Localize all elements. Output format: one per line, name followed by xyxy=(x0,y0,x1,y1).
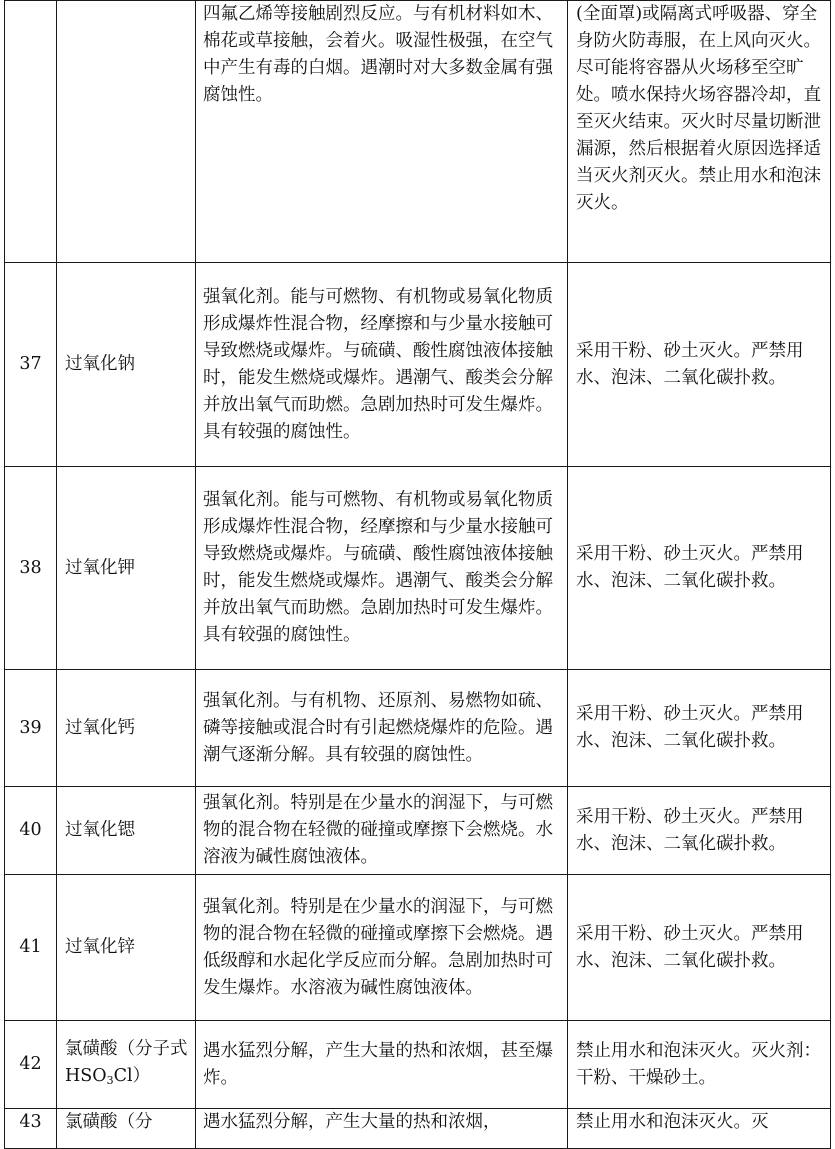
row-number xyxy=(5,1,57,263)
hazard-description: 遇水猛烈分解，产生大量的热和浓烟，甚至爆炸。 xyxy=(196,1021,568,1109)
extinguish-method: 采用干粉、砂土灭火。严禁用水、泡沫、二氧化碳扑救。 xyxy=(568,875,831,1021)
hazard-description: 强氧化剂。与有机物、还原剂、易燃物如硫、磷等接触或混合时有引起燃烧爆炸的危险。遇潮气逐渐分解。具有较强的腐蚀性。 xyxy=(196,670,568,787)
table-row xyxy=(5,875,831,1021)
chemical-formula: $HSO_3Cl$） xyxy=(65,1065,151,1087)
hazard-description: 四氟乙烯等接触剧烈反应。与有机材料如木、棉花或草接触，会着火。吸湿性极强，在空气中产生有毒的白烟。遇潮时对大多数金属有强腐蚀性。 xyxy=(196,1,568,263)
hazard-description: 强氧化剂。特别是在少量水的润湿下，与可燃物的混合物在轻微的碰撞或摩擦下会燃烧。遇低级醇和水起化学反应而分解。急剧加热时可发生爆炸。水溶液为碱性腐蚀液体。 xyxy=(196,875,568,1021)
table-row xyxy=(5,263,831,467)
row-number: 38 xyxy=(5,467,57,670)
chemical-name-text: 氯磺酸（分子式 xyxy=(65,1038,188,1059)
extinguish-method: (全面罩)或隔离式呼吸器、穿全身防火防毒服，在上风向灭火。尽可能将容器从火场移至空旷处。喷水保持火场容器冷却，直至灭火结束。灭火时尽量切断泄漏源，然后根据着火原因选择适当灭火剂灭火。禁止用水和泡沫灭火。 xyxy=(568,1,831,263)
extinguish-method: 禁止用水和泡沫灭火。灭火剂：干粉、干燥砂土。 xyxy=(568,1021,831,1109)
extinguish-method: 采用干粉、砂土灭火。严禁用水、泡沫、二氧化碳扑救。 xyxy=(568,787,831,875)
row-number: 37 xyxy=(5,263,57,467)
chemical-name: 氯磺酸（分 xyxy=(57,1109,196,1149)
chemical-name: 过氧化锶 xyxy=(57,787,196,875)
hazard-description: 遇水猛烈分解，产生大量的热和浓烟， xyxy=(196,1109,568,1149)
hazard-description: 强氧化剂。能与可燃物、有机物或易氧化物质形成爆炸性混合物，经摩擦和与少量水接触可导致燃烧或爆炸。与硫磺、酸性腐蚀液体接触时，能发生燃烧或爆炸。遇潮气、酸类会分解并放出氧气而助燃。急剧加热时可发生爆炸。具有较强的腐蚀性。 xyxy=(196,263,568,467)
extinguish-method: 禁止用水和泡沫灭火。灭 xyxy=(568,1109,831,1149)
extinguish-method: 采用干粉、砂土灭火。严禁用水、泡沫、二氧化碳扑救。 xyxy=(568,670,831,787)
table-row xyxy=(5,1,831,263)
row-number: 43 xyxy=(5,1109,57,1149)
table-row xyxy=(5,787,831,875)
table-row xyxy=(5,1109,831,1149)
chemical-name xyxy=(57,1,196,263)
chemical-name xyxy=(57,1021,196,1109)
row-number: 39 xyxy=(5,670,57,787)
extinguish-method: 采用干粉、砂土灭火。严禁用水、泡沫、二氧化碳扑救。 xyxy=(568,263,831,467)
row-number: 41 xyxy=(5,875,57,1021)
table-row xyxy=(5,670,831,787)
extinguish-method: 采用干粉、砂土灭火。严禁用水、泡沫、二氧化碳扑救。 xyxy=(568,467,831,670)
row-number: 42 xyxy=(5,1021,57,1109)
table-row xyxy=(5,1021,831,1109)
chemical-name: 过氧化钠 xyxy=(57,263,196,467)
hazard-table xyxy=(4,0,831,1149)
chemical-name: 过氧化钾 xyxy=(57,467,196,670)
hazard-description: 强氧化剂。能与可燃物、有机物或易氧化物质形成爆炸性混合物，经摩擦和与少量水接触可导致燃烧或爆炸。与硫磺、酸性腐蚀液体接触时，能发生燃烧或爆炸。遇潮气、酸类会分解并放出氧气而助燃。急剧加热时可发生爆炸。具有较强的腐蚀性。 xyxy=(196,467,568,670)
hazard-description: 强氧化剂。特别是在少量水的润湿下，与可燃物的混合物在轻微的碰撞或摩擦下会燃烧。水溶液为碱性腐蚀液体。 xyxy=(196,787,568,875)
chemical-name: 过氧化钙 xyxy=(57,670,196,787)
chemical-name: 过氧化锌 xyxy=(57,875,196,1021)
row-number: 40 xyxy=(5,787,57,875)
table-row xyxy=(5,467,831,670)
